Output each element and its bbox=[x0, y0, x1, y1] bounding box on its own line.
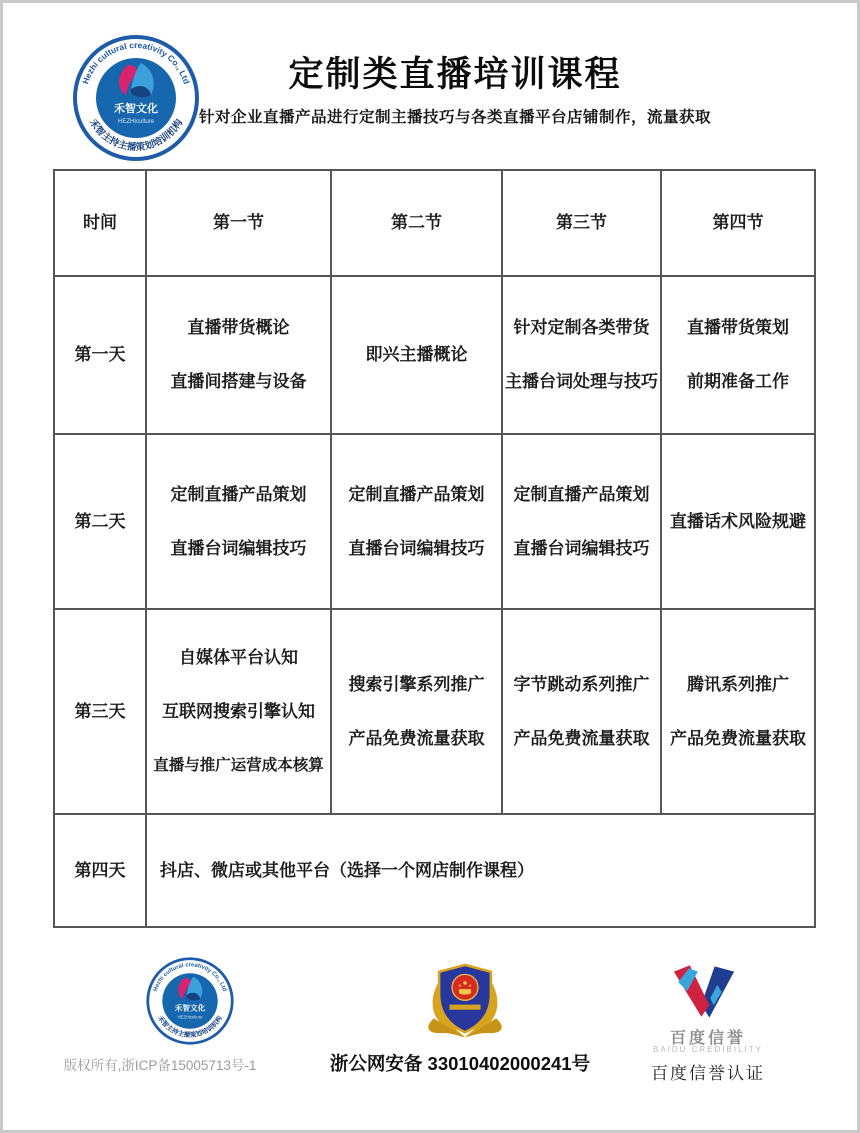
company-logo-footer-icon bbox=[145, 956, 235, 1046]
cell-line: 产品免费流量获取 bbox=[513, 728, 650, 748]
cell-d1-s2 bbox=[332, 277, 501, 433]
cell-d3-s2 bbox=[332, 610, 501, 813]
cell-line: 直播带货概论 bbox=[187, 318, 290, 337]
cell-line: 直播带货策划 bbox=[687, 318, 789, 337]
cell-line: 自媒体平台认知 bbox=[179, 647, 298, 667]
cell-d2-s1 bbox=[147, 435, 330, 608]
header-label: 第一节 bbox=[213, 213, 264, 232]
cell-line: 抖店、微店或其他平台（选择一个网店制作课程） bbox=[160, 860, 534, 880]
cell-line: 搜索引擎系列推广 bbox=[348, 674, 485, 694]
baidu-name-text: 百度信誉 bbox=[669, 1030, 746, 1047]
cell-d2-s4 bbox=[662, 435, 814, 608]
cell-d1-s4 bbox=[662, 277, 814, 433]
cell-d3-s1 bbox=[147, 610, 330, 813]
cell-line: 直播话术风险规避 bbox=[670, 511, 806, 531]
cell-d2-s2 bbox=[332, 435, 501, 608]
cell-d3-s4 bbox=[662, 610, 814, 813]
cell-line: 直播台词编辑技巧 bbox=[348, 538, 485, 558]
cell-line: 直播台词编辑技巧 bbox=[513, 538, 650, 558]
header-label: 第二节 bbox=[391, 213, 442, 232]
cell-line: 直播与推广运营成本核算 bbox=[153, 756, 324, 774]
table-header-session-4 bbox=[662, 171, 814, 275]
cell-line: 字节跳动系列推广 bbox=[513, 674, 650, 694]
cell-line: 产品免费流量获取 bbox=[348, 728, 485, 748]
header bbox=[93, 55, 817, 127]
icp-record-text: 版权所有,浙ICP备15005713号-1 bbox=[63, 1058, 257, 1073]
day-label-4 bbox=[55, 815, 145, 926]
day-label-3 bbox=[55, 610, 145, 813]
table-header-session-1 bbox=[147, 171, 330, 275]
day-text: 第四天 bbox=[74, 860, 126, 880]
cell-d1-s1 bbox=[147, 277, 330, 433]
cell-line: 定制直播产品策划 bbox=[513, 484, 650, 504]
cell-line: 直播间搭建与设备 bbox=[170, 372, 307, 391]
course-table bbox=[53, 169, 816, 928]
table-header-session-2 bbox=[332, 171, 501, 275]
cell-d1-s3 bbox=[503, 277, 660, 433]
cell-d2-s3 bbox=[503, 435, 660, 608]
cell-line: 定制直播产品策划 bbox=[348, 484, 485, 504]
header-label: 第三节 bbox=[556, 213, 607, 232]
cell-line: 主播台词处理与技巧 bbox=[505, 372, 658, 391]
cell-line: 即兴主播概论 bbox=[365, 345, 468, 364]
baidu-subtitle-text: BAIDU CREDIBILITY bbox=[652, 1045, 763, 1054]
cell-line: 腾讯系列推广 bbox=[687, 674, 789, 694]
day-text: 第三天 bbox=[74, 701, 126, 721]
police-badge-icon bbox=[421, 958, 509, 1040]
page-subtitle: 针对企业直播产品进行定制主播技巧与各类直播平台店铺制作，流量获取 bbox=[198, 109, 711, 127]
header-label: 第四节 bbox=[712, 213, 764, 232]
table-header-session-3 bbox=[503, 171, 660, 275]
cell-line: 互联网搜索引擎认知 bbox=[162, 701, 315, 721]
day-text: 第一天 bbox=[74, 345, 126, 364]
cell-d3-s3 bbox=[503, 610, 660, 813]
day-text: 第二天 bbox=[74, 511, 126, 531]
table-header-time bbox=[55, 171, 145, 275]
cell-line: 定制直播产品策划 bbox=[170, 484, 307, 504]
cell-line: 前期准备工作 bbox=[687, 372, 789, 391]
cell-line: 直播台词编辑技巧 bbox=[170, 538, 307, 558]
police-record-text: 浙公网安备 33010402000241号 bbox=[329, 1053, 591, 1074]
cell-line: 针对定制各类带货 bbox=[513, 318, 650, 337]
day-label-1 bbox=[55, 277, 145, 433]
page-title: 定制类直播培训课程 bbox=[288, 55, 622, 94]
day-label-2 bbox=[55, 435, 145, 608]
baidu-credibility-icon bbox=[665, 961, 743, 1023]
cell-d4-merged bbox=[147, 815, 814, 926]
cell-line: 产品免费流量获取 bbox=[670, 728, 806, 748]
baidu-certification-text: 百度信誉认证 bbox=[651, 1064, 765, 1083]
header-label: 时间 bbox=[83, 213, 117, 232]
